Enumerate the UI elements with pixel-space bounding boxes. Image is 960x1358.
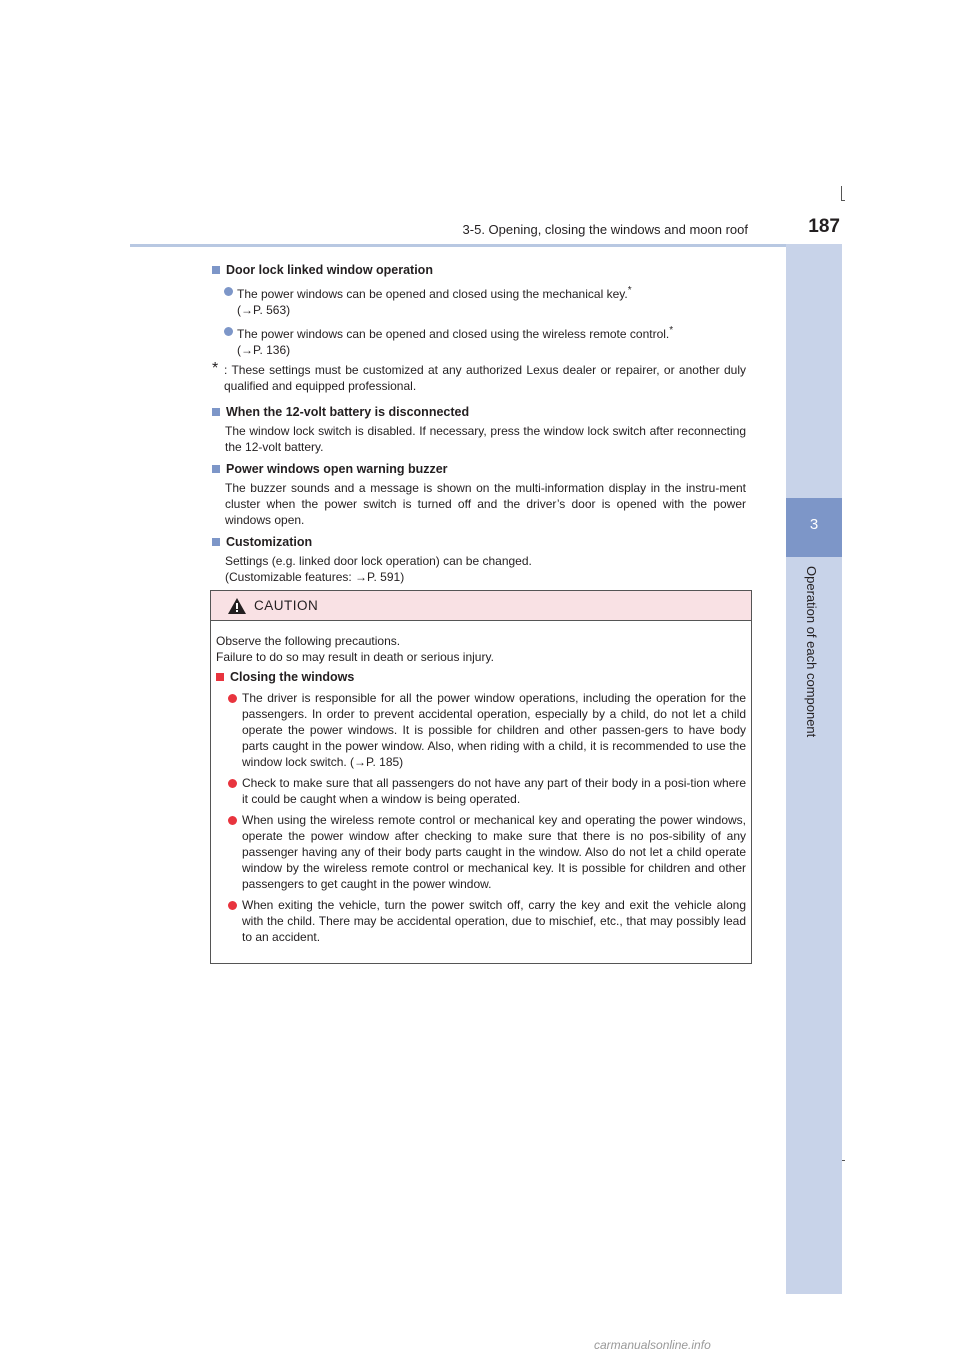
footnote-mark: *	[627, 285, 632, 296]
caution-bullet-text: Check to make sure that all passengers do not have any part of their body in a posi-tion where it could be caught when a window is being operated.	[242, 776, 746, 806]
caution-list-item	[216, 775, 746, 807]
square-bullet-icon	[216, 673, 224, 681]
section-title: 3-5. Opening, closing the windows and moon roof	[462, 222, 748, 237]
square-bullet-icon	[212, 538, 220, 546]
caution-title: CAUTION	[254, 598, 319, 613]
section-body: The buzzer sounds and a message is shown on the multi-information display in the instru-ment cluster when the power switch is turned off and the driver’s door is opened with the power windows open.	[225, 481, 746, 527]
bullet-dot-icon	[228, 779, 237, 788]
bullet-dot-icon	[228, 816, 237, 825]
chapter-tab	[786, 498, 842, 557]
caution-list-item	[216, 690, 746, 770]
caution-bullet-text: The driver is responsible for all the power window operations, including the operation for the passengers. In order to prevent accidental operation, especially by a child, do not let a child operate the power windows. It is possible for children and other passen-gers to have body parts caught in the power window. Also, when riding with a child, it is recommended to use the window lock switch. (→P. 185)	[242, 691, 746, 769]
crop-mark-top	[841, 186, 842, 200]
caution-bullet-text: When using the wireless remote control or mechanical key and operating the power windows, operate the power window after checking to make sure that there is no pos-sibility of any passenger having any of their body parts caught in the window. Also do not let a child operate window by the wireless remote control or mechanical key. It is possible for children and other passengers to get caught in the power window.	[242, 813, 746, 891]
caution-body	[211, 621, 751, 945]
caution-intro: Observe the following precautions.	[216, 634, 401, 648]
caution-list-item	[216, 812, 746, 892]
caution-box	[210, 590, 752, 964]
page-header	[130, 218, 840, 244]
watermark: carmanualsonline.info	[594, 1338, 711, 1352]
bullet-dot-icon	[224, 327, 233, 336]
chapter-number: 3	[809, 516, 819, 533]
square-bullet-icon	[212, 408, 220, 416]
crop-mark-top-foot	[841, 200, 845, 201]
caution-heading: Closing the windows	[216, 669, 746, 685]
square-bullet-icon	[212, 266, 220, 274]
caution-list-item	[216, 897, 746, 945]
header-rule	[130, 244, 842, 247]
bullet-dot-icon	[228, 694, 237, 703]
footnote-mark: *	[669, 325, 674, 336]
section-heading: When the 12-volt battery is disconnected	[212, 404, 746, 420]
section-heading: Door lock linked window operation	[212, 262, 746, 278]
caution-bullet-text: When exiting the vehicle, turn the power switch off, carry the key and exit the vehicle along with the child. There may be accidental operation, due to mischief, etc., that may possibly lead to an accident.	[242, 898, 746, 944]
page-ref-link[interactable]: (→P. 563)	[237, 303, 291, 317]
caution-header	[211, 591, 751, 621]
customization-ref-link[interactable]: (Customizable features: →P. 591)	[225, 570, 405, 584]
footnote-text: : These settings must be customized at any authorized Lexus dealer or repairer, or another duly qualified and equipped professional.	[224, 363, 746, 393]
chapter-side-strip	[786, 244, 842, 1294]
square-bullet-icon	[212, 465, 220, 473]
warning-triangle-icon	[228, 598, 246, 614]
caution-intro: Failure to do so may result in death or serious injury.	[216, 650, 494, 664]
list-item	[212, 323, 746, 358]
page-content	[212, 256, 746, 585]
section-body: The window lock switch is disabled. If necessary, press the window lock switch after reconnecting the 12-volt battery.	[225, 424, 746, 454]
footnote	[212, 362, 746, 394]
page-number: 187	[808, 216, 840, 237]
section-body: Settings (e.g. linked door lock operation) can be changed.	[225, 554, 532, 568]
page-ref-link[interactable]: (→P. 136)	[237, 343, 291, 357]
bullet-text: The power windows can be opened and closed using the wireless remote control.	[237, 327, 670, 341]
section-heading: Power windows open warning buzzer	[212, 461, 746, 477]
list-item	[212, 283, 746, 318]
bullet-dot-icon	[224, 287, 233, 296]
chapter-label: Operation of each component	[804, 566, 819, 738]
bullet-dot-icon	[228, 901, 237, 910]
footnote-mark: *	[212, 360, 219, 377]
bullet-text: The power windows can be opened and closed using the mechanical key.	[237, 287, 628, 301]
section-heading: Customization	[212, 534, 746, 550]
